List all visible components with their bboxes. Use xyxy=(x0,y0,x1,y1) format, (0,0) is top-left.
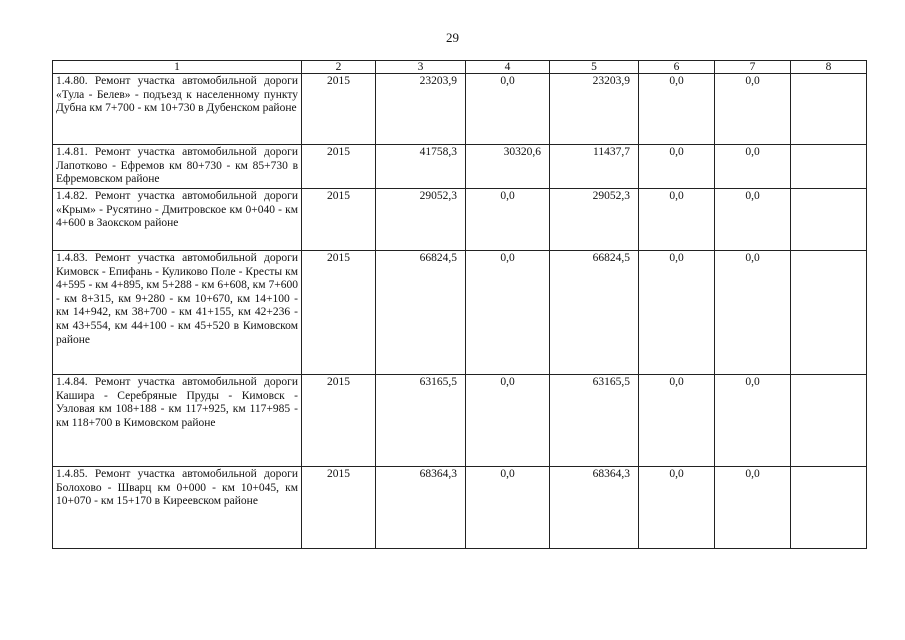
row-name: 1.4.85. Ремонт участка автомобильной дороги Болохово - Шварц км 0+000 - км 10+045, км 10+070 - км 15+170 в Киреевском районе xyxy=(53,467,302,549)
row-value-8 xyxy=(791,145,867,189)
row-value-5: 23203,9 xyxy=(550,74,639,145)
row-value-6: 0,0 xyxy=(639,251,715,375)
row-value-8 xyxy=(791,74,867,145)
row-value-6: 0,0 xyxy=(639,375,715,467)
row-name: 1.4.80. Ремонт участка автомобильной дороги «Тула - Белев» - подъезд к населенному пункту Дубна км 7+700 - км 10+730 в Дубенском районе xyxy=(53,74,302,145)
row-value-5: 66824,5 xyxy=(550,251,639,375)
table-row xyxy=(53,251,867,375)
column-header: 3 xyxy=(376,61,466,74)
row-value-3: 41758,3 xyxy=(376,145,466,189)
row-value-7: 0,0 xyxy=(715,145,791,189)
table-row xyxy=(53,375,867,467)
row-value-6: 0,0 xyxy=(639,74,715,145)
row-value-8 xyxy=(791,467,867,549)
row-name: 1.4.83. Ремонт участка автомобильной дороги Кимовск - Епифань - Куликово Поле - Кресты км 4+595 - км 4+895, км 5+288 - км 6+608, км 7+600 - км 8+315, км 9+280 - км 10+670, км 14+100 - км 14+942, км 38+700 - км 41+155, км 42+236 - км 43+554, км 44+100 - км 45+520 в Кимовском районе xyxy=(53,251,302,375)
column-header: 7 xyxy=(715,61,791,74)
row-value-7: 0,0 xyxy=(715,189,791,251)
row-value-7: 0,0 xyxy=(715,251,791,375)
row-value-7: 0,0 xyxy=(715,375,791,467)
row-value-4: 0,0 xyxy=(466,74,550,145)
row-year: 2015 xyxy=(302,189,376,251)
row-value-4: 0,0 xyxy=(466,189,550,251)
row-value-4: 30320,6 xyxy=(466,145,550,189)
row-value-5: 29052,3 xyxy=(550,189,639,251)
column-header: 5 xyxy=(550,61,639,74)
row-value-3: 68364,3 xyxy=(376,467,466,549)
row-value-4: 0,0 xyxy=(466,251,550,375)
row-year: 2015 xyxy=(302,74,376,145)
row-value-6: 0,0 xyxy=(639,467,715,549)
row-value-6: 0,0 xyxy=(639,145,715,189)
row-value-5: 11437,7 xyxy=(550,145,639,189)
column-header: 4 xyxy=(466,61,550,74)
row-value-3: 29052,3 xyxy=(376,189,466,251)
row-value-6: 0,0 xyxy=(639,189,715,251)
column-header: 8 xyxy=(791,61,867,74)
row-value-4: 0,0 xyxy=(466,375,550,467)
column-header: 1 xyxy=(53,61,302,74)
row-value-5: 63165,5 xyxy=(550,375,639,467)
row-value-4: 0,0 xyxy=(466,467,550,549)
row-name: 1.4.84. Ремонт участка автомобильной дороги Кашира - Серебряные Пруды - Кимовск - Узловая км 108+188 - км 117+925, км 117+985 - км 118+700 в Кимовском районе xyxy=(53,375,302,467)
header-row xyxy=(53,61,867,74)
row-value-8 xyxy=(791,251,867,375)
row-value-5: 68364,3 xyxy=(550,467,639,549)
table-row xyxy=(53,189,867,251)
program-table xyxy=(52,60,867,549)
row-name: 1.4.82. Ремонт участка автомобильной дороги «Крым» - Русятино - Дмитровское км 0+040 - км 4+600 в Заокском районе xyxy=(53,189,302,251)
row-year: 2015 xyxy=(302,375,376,467)
row-value-3: 66824,5 xyxy=(376,251,466,375)
row-value-7: 0,0 xyxy=(715,467,791,549)
table-row xyxy=(53,467,867,549)
row-value-8 xyxy=(791,375,867,467)
row-year: 2015 xyxy=(302,467,376,549)
column-header: 2 xyxy=(302,61,376,74)
row-year: 2015 xyxy=(302,251,376,375)
page-number: 29 xyxy=(446,30,459,45)
row-year: 2015 xyxy=(302,145,376,189)
row-value-3: 63165,5 xyxy=(376,375,466,467)
row-value-7: 0,0 xyxy=(715,74,791,145)
row-value-8 xyxy=(791,189,867,251)
table-row xyxy=(53,145,867,189)
column-header: 6 xyxy=(639,61,715,74)
row-value-3: 23203,9 xyxy=(376,74,466,145)
table-row xyxy=(53,74,867,145)
row-name: 1.4.81. Ремонт участка автомобильной дороги Лапотково - Ефремов км 80+730 - км 85+730 в Ефремовском районе xyxy=(53,145,302,189)
